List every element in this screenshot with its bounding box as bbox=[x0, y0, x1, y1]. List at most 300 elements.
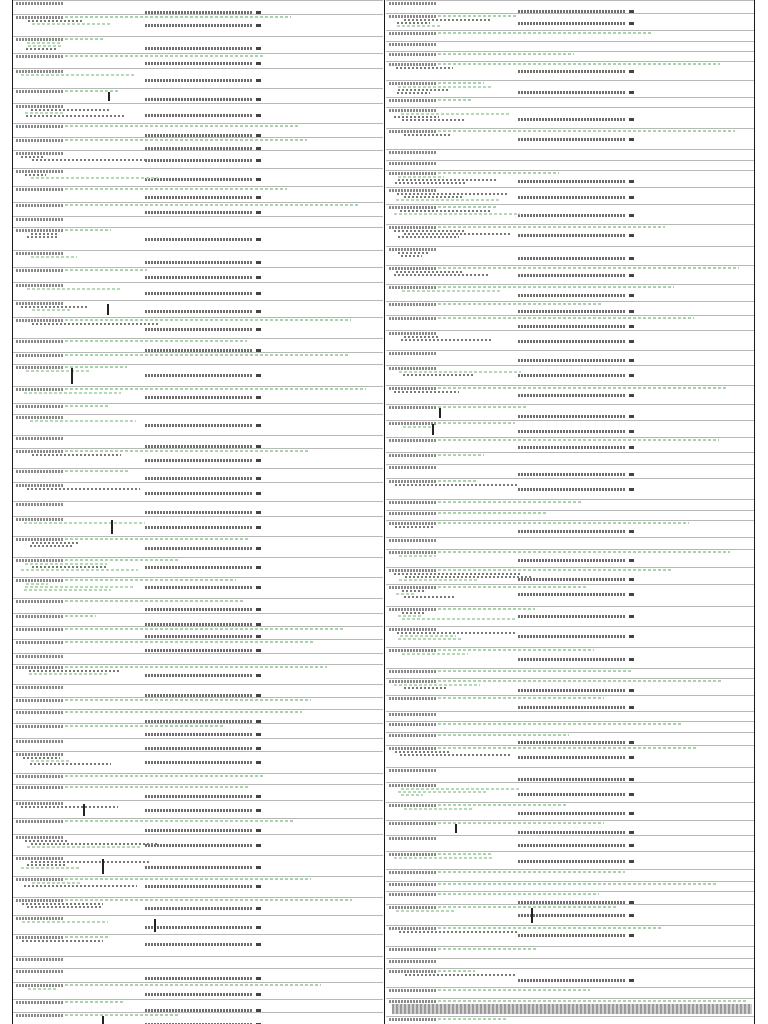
entry-header-mark bbox=[16, 125, 64, 128]
entry-output-mark bbox=[518, 812, 626, 815]
entry-output-end-mark bbox=[256, 238, 261, 241]
entry-detail-mark bbox=[394, 230, 466, 232]
entry-detail-mark bbox=[401, 794, 423, 796]
entry-output-end-mark bbox=[256, 276, 261, 279]
entry-header-mark bbox=[389, 680, 437, 683]
entry-comment-mark bbox=[438, 551, 730, 553]
entry-output-mark bbox=[145, 993, 253, 996]
log-entry bbox=[386, 0, 754, 13]
entry-detail-mark bbox=[31, 843, 157, 845]
entry-output-mark bbox=[145, 196, 253, 199]
entry-header-mark bbox=[389, 151, 437, 154]
log-entry bbox=[13, 684, 383, 697]
entry-cursor-mark bbox=[107, 304, 109, 315]
log-entry bbox=[13, 482, 383, 501]
log-entry bbox=[386, 30, 754, 41]
entry-output-end-mark bbox=[256, 424, 261, 427]
entry-output-mark bbox=[518, 196, 626, 199]
log-entry bbox=[13, 784, 383, 800]
log-entry bbox=[386, 881, 754, 891]
entry-header-mark bbox=[389, 387, 437, 390]
entry-output-end-mark bbox=[629, 394, 634, 397]
entry-output-mark bbox=[145, 396, 253, 399]
entry-comment-mark bbox=[438, 680, 722, 682]
log-entry bbox=[386, 732, 754, 745]
entry-header-mark bbox=[389, 15, 437, 18]
entry-output-mark bbox=[145, 977, 253, 980]
entry-header-mark bbox=[389, 422, 437, 425]
entry-output-mark bbox=[518, 415, 626, 418]
entry-detail-mark bbox=[21, 74, 136, 76]
entry-output-end-mark bbox=[629, 138, 634, 141]
log-entry bbox=[386, 510, 754, 520]
entry-output-mark bbox=[145, 885, 253, 888]
entry-output-mark bbox=[518, 934, 626, 937]
entry-output-mark bbox=[518, 22, 626, 25]
entry-detail-mark bbox=[27, 42, 60, 44]
entry-detail-mark bbox=[401, 255, 422, 257]
entry-header-mark bbox=[16, 600, 64, 603]
entry-header-mark bbox=[16, 518, 64, 521]
entry-output-end-mark bbox=[256, 526, 261, 529]
log-entry bbox=[386, 404, 754, 420]
entry-header-mark bbox=[16, 90, 64, 93]
entry-header-mark bbox=[389, 99, 437, 102]
entry-output-end-mark bbox=[256, 733, 261, 736]
entry-comment-mark bbox=[438, 422, 515, 424]
entry-detail-mark bbox=[27, 236, 59, 238]
entry-output-end-mark bbox=[256, 566, 261, 569]
entry-detail-mark bbox=[397, 22, 430, 24]
entry-header-mark bbox=[389, 248, 437, 251]
entry-header-mark bbox=[389, 697, 437, 700]
entry-cursor-mark bbox=[432, 424, 434, 435]
entry-output-end-mark bbox=[629, 530, 634, 533]
entry-detail-mark bbox=[399, 579, 477, 581]
entry-comment-mark bbox=[438, 822, 604, 824]
entry-output-mark bbox=[518, 257, 626, 260]
entry-detail-mark bbox=[401, 113, 510, 115]
entry-comment-mark bbox=[438, 226, 665, 228]
entry-output-end-mark bbox=[256, 547, 261, 550]
entry-output-end-mark bbox=[256, 885, 261, 888]
entry-output-mark bbox=[145, 926, 253, 929]
log-entry bbox=[386, 350, 754, 365]
log-entry bbox=[13, 536, 383, 557]
log-entry bbox=[13, 68, 383, 88]
entry-detail-mark bbox=[29, 670, 121, 672]
entry-output-mark bbox=[518, 473, 626, 476]
log-entry bbox=[13, 338, 383, 352]
entry-detail-mark bbox=[21, 569, 138, 571]
entry-comment-mark bbox=[65, 450, 309, 452]
entry-output-mark bbox=[145, 492, 253, 495]
entry-output-end-mark bbox=[629, 860, 634, 863]
log-entry bbox=[13, 982, 383, 999]
entry-detail-mark bbox=[394, 684, 480, 686]
entry-output-mark bbox=[145, 747, 253, 750]
entry-header-mark bbox=[16, 416, 64, 419]
entry-output-mark bbox=[145, 98, 253, 101]
entry-header-mark bbox=[389, 948, 437, 951]
page-border-right bbox=[754, 0, 755, 1024]
log-entry bbox=[13, 709, 383, 723]
entry-output-end-mark bbox=[629, 658, 634, 661]
entry-detail-mark bbox=[398, 86, 491, 88]
entry-comment-mark bbox=[438, 82, 484, 84]
entry-output-mark bbox=[518, 658, 626, 661]
entry-cursor-mark bbox=[111, 520, 113, 534]
entry-output-mark bbox=[145, 566, 253, 569]
entry-output-end-mark bbox=[256, 292, 261, 295]
entry-comment-mark bbox=[65, 1014, 180, 1016]
entry-output-mark bbox=[518, 860, 626, 863]
log-entry bbox=[13, 915, 383, 934]
entry-header-mark bbox=[389, 352, 437, 355]
entry-output-mark bbox=[518, 593, 626, 596]
entry-comment-mark bbox=[438, 439, 719, 441]
entry-comment-mark bbox=[438, 501, 582, 503]
log-entry bbox=[386, 149, 754, 160]
entry-comment-mark bbox=[65, 820, 295, 822]
entry-comment-mark bbox=[438, 267, 739, 269]
entry-output-mark bbox=[145, 276, 253, 279]
entry-output-end-mark bbox=[629, 430, 634, 433]
log-entry bbox=[13, 414, 383, 435]
entry-output-end-mark bbox=[629, 257, 634, 260]
log-entry bbox=[13, 403, 383, 414]
entry-output-end-mark bbox=[256, 374, 261, 377]
entry-output-end-mark bbox=[629, 180, 634, 183]
entry-header-mark bbox=[16, 269, 64, 272]
entry-output-end-mark bbox=[629, 488, 634, 491]
entry-detail-mark bbox=[395, 484, 519, 486]
entry-header-mark bbox=[16, 615, 64, 618]
entry-header-mark bbox=[16, 340, 64, 343]
entry-output-end-mark bbox=[256, 608, 261, 611]
entry-comment-mark bbox=[438, 99, 473, 101]
entry-output-end-mark bbox=[629, 473, 634, 476]
entry-header-mark bbox=[16, 437, 64, 440]
log-entry bbox=[386, 925, 754, 946]
log-entry bbox=[13, 36, 383, 53]
entry-header-mark bbox=[16, 55, 64, 58]
entry-detail-mark bbox=[25, 112, 63, 114]
entry-header-mark bbox=[389, 522, 437, 525]
entry-output-mark bbox=[145, 292, 253, 295]
log-entry bbox=[386, 107, 754, 128]
entry-output-mark bbox=[145, 79, 253, 82]
entry-detail-mark bbox=[23, 757, 60, 759]
left-column-entries bbox=[13, 0, 383, 1024]
entry-output-mark bbox=[518, 214, 626, 217]
entry-header-mark bbox=[16, 836, 64, 839]
entry-detail-mark bbox=[396, 199, 499, 201]
entry-comment-mark bbox=[65, 615, 96, 617]
entry-detail-mark bbox=[396, 910, 455, 912]
entry-comment-mark bbox=[65, 38, 103, 40]
entry-cursor-mark bbox=[83, 804, 85, 816]
entry-output-end-mark bbox=[256, 24, 261, 27]
log-entry bbox=[13, 352, 383, 364]
entry-output-end-mark bbox=[629, 234, 634, 237]
entry-comment-mark bbox=[438, 723, 681, 725]
entry-output-end-mark bbox=[256, 396, 261, 399]
entry-output-mark bbox=[518, 778, 626, 781]
log-entry bbox=[13, 773, 383, 784]
entry-output-mark bbox=[145, 829, 253, 832]
entry-comment-mark bbox=[438, 747, 696, 749]
entry-output-end-mark bbox=[256, 310, 261, 313]
entry-detail-mark bbox=[30, 545, 73, 547]
entry-detail-mark bbox=[32, 542, 78, 544]
entry-output-mark bbox=[145, 943, 253, 946]
log-entry bbox=[386, 315, 754, 330]
entry-output-mark bbox=[518, 180, 626, 183]
entry-detail-mark bbox=[399, 371, 521, 373]
log-entry bbox=[13, 137, 383, 150]
entry-comment-mark bbox=[438, 804, 568, 806]
entry-comment-mark bbox=[438, 63, 720, 65]
log-entry bbox=[13, 968, 383, 982]
entry-comment-mark bbox=[438, 32, 651, 34]
entry-detail-mark bbox=[26, 370, 89, 372]
entry-output-end-mark bbox=[256, 178, 261, 181]
entry-output-mark bbox=[145, 477, 253, 480]
entry-comment-mark bbox=[438, 286, 674, 288]
entry-output-end-mark bbox=[256, 761, 261, 764]
log-entry bbox=[13, 1012, 383, 1024]
entry-comment-mark bbox=[65, 229, 111, 231]
entry-comment-mark bbox=[65, 55, 264, 57]
log-entry bbox=[386, 668, 754, 678]
entry-output-end-mark bbox=[629, 359, 634, 362]
entry-detail-mark bbox=[21, 156, 45, 158]
entry-output-mark bbox=[518, 979, 626, 982]
log-entry bbox=[13, 267, 383, 282]
log-entry bbox=[386, 678, 754, 695]
entry-output-end-mark bbox=[256, 114, 261, 117]
entry-header-mark bbox=[389, 109, 437, 112]
entry-output-mark bbox=[518, 756, 626, 759]
log-entry bbox=[386, 330, 754, 350]
log-entry bbox=[386, 478, 754, 499]
entry-comment-mark bbox=[65, 579, 236, 581]
entry-output-end-mark bbox=[256, 211, 261, 214]
log-entry bbox=[13, 626, 383, 639]
entry-header-mark bbox=[389, 1018, 437, 1021]
entry-detail-mark bbox=[400, 754, 512, 756]
entry-detail-mark bbox=[32, 454, 121, 456]
entry-output-mark bbox=[145, 608, 253, 611]
entry-header-mark bbox=[16, 2, 64, 5]
entry-header-mark bbox=[16, 802, 64, 805]
entry-header-mark bbox=[389, 480, 437, 483]
entry-detail-mark bbox=[398, 252, 429, 254]
entry-output-end-mark bbox=[629, 70, 634, 73]
entry-output-mark bbox=[518, 793, 626, 796]
entry-output-end-mark bbox=[256, 829, 261, 832]
entry-header-mark bbox=[16, 1014, 64, 1017]
entry-header-mark bbox=[389, 172, 437, 175]
entry-output-mark bbox=[145, 24, 253, 27]
entry-comment-mark bbox=[65, 188, 287, 190]
entry-comment-mark bbox=[65, 600, 244, 602]
log-entry bbox=[13, 202, 383, 216]
entry-detail-mark bbox=[32, 882, 80, 884]
entry-output-end-mark bbox=[256, 47, 261, 50]
entry-detail-mark bbox=[394, 274, 490, 276]
entry-output-end-mark bbox=[629, 118, 634, 121]
entry-output-end-mark bbox=[256, 809, 261, 812]
entry-detail-mark bbox=[402, 612, 425, 614]
entry-output-mark bbox=[145, 261, 253, 264]
entry-header-mark bbox=[389, 804, 437, 807]
entry-output-mark bbox=[145, 178, 253, 181]
log-entry bbox=[386, 647, 754, 668]
entry-detail-mark bbox=[400, 210, 490, 212]
log-entry bbox=[13, 14, 383, 36]
entry-header-mark bbox=[389, 501, 437, 504]
log-entry bbox=[13, 123, 383, 137]
entry-header-mark bbox=[389, 906, 437, 909]
entry-header-mark bbox=[389, 734, 437, 737]
entry-header-mark bbox=[389, 226, 437, 229]
entry-detail-mark bbox=[394, 857, 493, 859]
entry-detail-mark bbox=[26, 583, 48, 585]
entry-comment-mark bbox=[65, 699, 311, 701]
entry-detail-mark bbox=[31, 233, 58, 235]
entry-detail-mark bbox=[24, 522, 145, 524]
entry-detail-mark bbox=[404, 808, 473, 810]
log-entry bbox=[386, 958, 754, 968]
entry-detail-mark bbox=[402, 590, 425, 592]
log-entry bbox=[13, 639, 383, 653]
entry-comment-mark bbox=[438, 608, 535, 610]
entry-detail-mark bbox=[32, 566, 106, 568]
entry-detail-mark bbox=[27, 864, 66, 866]
entry-header-mark bbox=[16, 711, 64, 714]
entry-output-mark bbox=[518, 914, 626, 917]
entry-detail-mark bbox=[31, 177, 158, 179]
entry-header-mark bbox=[389, 670, 437, 673]
log-entry bbox=[13, 697, 383, 709]
log-entry bbox=[386, 51, 754, 61]
log-entry bbox=[13, 598, 383, 613]
entry-comment-mark bbox=[438, 480, 476, 482]
log-entry bbox=[13, 855, 383, 876]
entry-header-mark bbox=[389, 608, 437, 611]
entry-output-end-mark bbox=[256, 477, 261, 480]
entry-detail-mark bbox=[404, 687, 446, 689]
entry-detail-mark bbox=[398, 615, 421, 617]
entry-header-mark bbox=[389, 512, 437, 515]
entry-detail-mark bbox=[404, 596, 455, 598]
entry-detail-mark bbox=[398, 638, 463, 640]
entry-comment-mark bbox=[65, 354, 349, 356]
entry-output-end-mark bbox=[629, 741, 634, 744]
log-entry bbox=[386, 13, 754, 30]
entry-detail-mark bbox=[31, 109, 110, 111]
entry-output-end-mark bbox=[256, 977, 261, 980]
entry-detail-mark bbox=[403, 426, 431, 428]
entry-detail-mark bbox=[30, 763, 111, 765]
entry-output-mark bbox=[145, 795, 253, 798]
log-entry bbox=[13, 300, 383, 317]
entry-detail-mark bbox=[395, 182, 466, 184]
entry-header-mark bbox=[389, 1000, 437, 1003]
entry-output-mark bbox=[145, 374, 253, 377]
entry-output-end-mark bbox=[256, 98, 261, 101]
entry-header-mark bbox=[16, 666, 64, 669]
log-entry bbox=[13, 999, 383, 1012]
entry-comment-mark bbox=[438, 586, 588, 588]
log-entry bbox=[386, 437, 754, 452]
entry-comment-mark bbox=[65, 319, 351, 321]
entry-output-end-mark bbox=[629, 559, 634, 562]
entry-header-mark bbox=[16, 152, 64, 155]
entry-comment-mark bbox=[65, 405, 109, 407]
entry-detail-mark bbox=[404, 233, 511, 235]
entry-comment-mark bbox=[65, 90, 118, 92]
log-entry bbox=[13, 934, 383, 956]
entry-header-mark bbox=[16, 484, 64, 487]
log-entry bbox=[386, 265, 754, 284]
log-entry bbox=[386, 61, 754, 80]
entry-detail-mark bbox=[405, 576, 533, 578]
entry-header-mark bbox=[389, 853, 437, 856]
entry-output-end-mark bbox=[629, 340, 634, 343]
entry-cursor-mark bbox=[531, 908, 533, 923]
log-entry bbox=[13, 723, 383, 738]
entry-detail-mark bbox=[397, 193, 509, 195]
entry-header-mark bbox=[389, 747, 437, 750]
entry-output-end-mark bbox=[629, 778, 634, 781]
entry-output-end-mark bbox=[629, 934, 634, 937]
entry-output-end-mark bbox=[256, 62, 261, 65]
entry-detail-mark bbox=[398, 179, 498, 181]
entry-output-end-mark bbox=[629, 294, 634, 297]
entry-header-mark bbox=[16, 786, 64, 789]
entry-detail-mark bbox=[396, 271, 464, 273]
entry-header-mark bbox=[16, 699, 64, 702]
entry-header-mark bbox=[389, 713, 437, 716]
entry-output-end-mark bbox=[256, 747, 261, 750]
entry-detail-mark bbox=[26, 48, 56, 50]
entry-output-mark bbox=[145, 211, 253, 214]
log-entry bbox=[386, 626, 754, 647]
entry-header-mark bbox=[389, 883, 437, 886]
entry-output-end-mark bbox=[256, 459, 261, 462]
entry-comment-mark bbox=[65, 139, 307, 141]
entry-comment-mark bbox=[438, 906, 616, 908]
entry-header-mark bbox=[389, 332, 437, 335]
entry-comment-mark bbox=[438, 454, 484, 456]
log-entry bbox=[386, 835, 754, 851]
entry-detail-mark bbox=[397, 25, 442, 27]
entry-comment-mark bbox=[65, 711, 302, 713]
entry-header-mark bbox=[16, 686, 64, 689]
entry-detail-mark bbox=[25, 840, 68, 842]
entry-header-mark bbox=[16, 559, 64, 562]
entry-header-mark bbox=[16, 641, 64, 644]
entry-header-mark bbox=[16, 878, 64, 881]
entry-comment-mark bbox=[65, 559, 180, 561]
entry-header-mark bbox=[16, 1001, 64, 1004]
entry-header-mark bbox=[389, 303, 437, 306]
entry-detail-mark bbox=[401, 788, 519, 790]
entry-detail-mark bbox=[396, 593, 416, 595]
